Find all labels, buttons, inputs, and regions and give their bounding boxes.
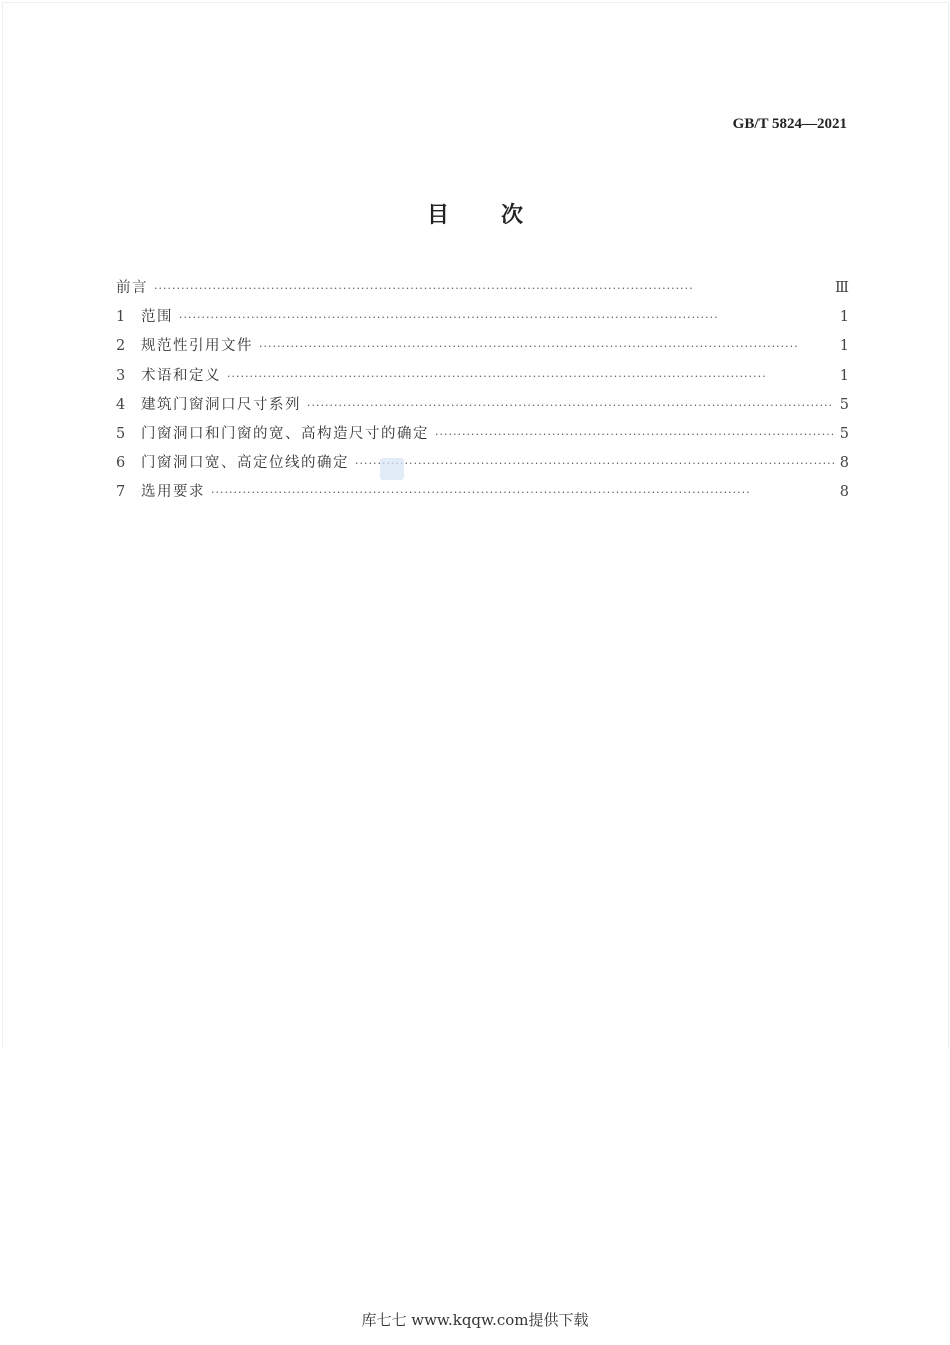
toc-page: 8 — [839, 455, 849, 472]
page-title: 目次 — [426, 202, 575, 228]
download-footer: 库七七 www.kqqw.com提供下载 — [361, 1311, 589, 1329]
toc-entry[interactable] — [116, 334, 849, 363]
leader-dots — [211, 486, 834, 499]
watermark-logo — [380, 458, 404, 480]
leader-dots — [179, 311, 834, 324]
standard-number: GB/T 5824—2021 — [732, 116, 847, 132]
toc-label: 前言 — [116, 280, 148, 296]
toc-label: 门窗洞口宽、高定位线的确定 — [141, 455, 349, 472]
toc-entry[interactable] — [116, 451, 849, 480]
leader-dots — [227, 370, 834, 383]
toc-page: 8 — [839, 484, 849, 501]
leader-dots — [435, 428, 834, 441]
leader-dots — [307, 399, 834, 412]
toc-label: 范围 — [141, 309, 173, 326]
toc-page: 5 — [839, 396, 849, 413]
toc-number: 2 — [116, 338, 126, 355]
toc-label: 术语和定义 — [141, 367, 221, 384]
toc-number: 1 — [116, 309, 126, 326]
toc-entry[interactable] — [116, 480, 849, 509]
page-border — [2, 2, 949, 1048]
toc-entry[interactable] — [116, 422, 849, 451]
toc-entry-preface[interactable] — [116, 276, 849, 305]
toc-label: 建筑门窗洞口尺寸系列 — [141, 396, 301, 413]
toc-page: 1 — [839, 309, 849, 326]
toc-number: 4 — [116, 396, 126, 413]
leader-dots — [259, 340, 834, 353]
toc-number: 5 — [116, 425, 126, 442]
toc-label: 选用要求 — [141, 484, 205, 501]
toc-entry[interactable] — [116, 305, 849, 334]
toc-page: 5 — [839, 425, 849, 442]
leader-dots — [355, 457, 834, 470]
toc-label: 门窗洞口和门窗的宽、高构造尺寸的确定 — [141, 425, 429, 442]
toc-number: 3 — [116, 367, 126, 384]
toc-number: 7 — [116, 484, 126, 501]
toc-page: Ⅲ — [835, 280, 849, 296]
toc-label: 规范性引用文件 — [141, 338, 253, 355]
table-of-contents — [116, 276, 849, 510]
toc-page: 1 — [839, 338, 849, 355]
toc-page: 1 — [839, 367, 849, 384]
toc-entry[interactable] — [116, 393, 849, 422]
leader-dots — [154, 282, 829, 295]
toc-number: 6 — [116, 455, 126, 472]
toc-entry[interactable] — [116, 364, 849, 393]
